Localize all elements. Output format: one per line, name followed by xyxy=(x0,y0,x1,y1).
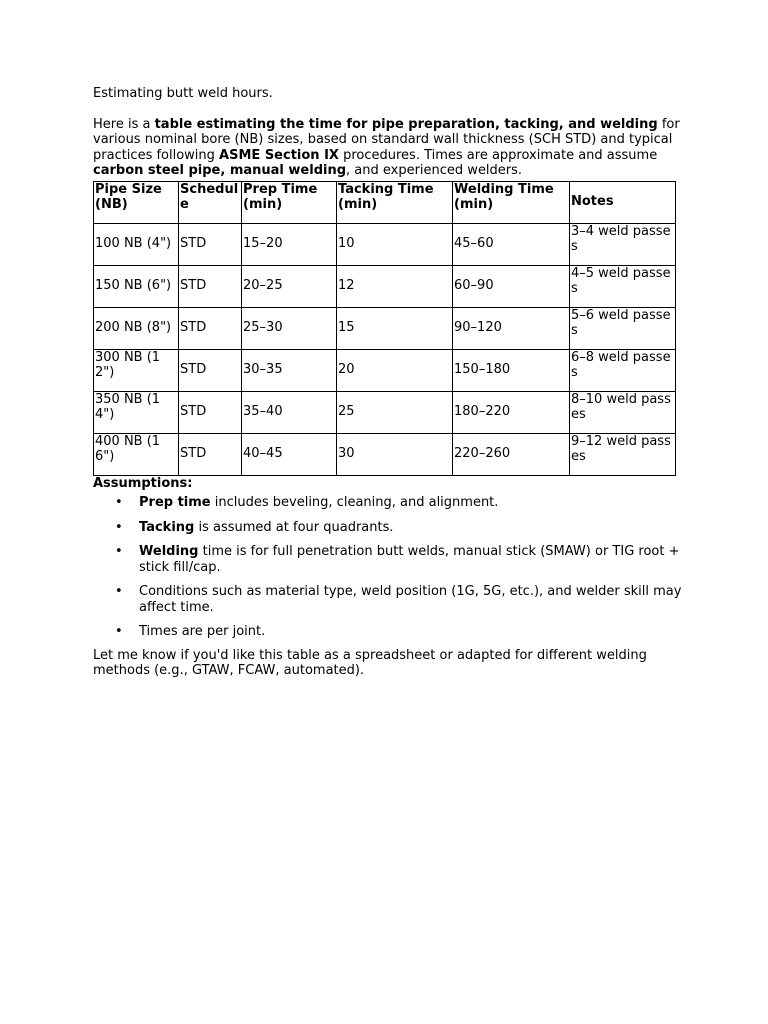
lead-text-4: , and experienced welders. xyxy=(346,163,523,178)
list-item xyxy=(139,520,683,536)
item-text: is assumed at four quadrants. xyxy=(194,519,394,535)
closing-paragraph: Let me know if you'd like this table as a spreadsheet or adapted for different welding methods (e.g., GTAW, FCAW, automated). xyxy=(93,647,647,678)
cell-welding-time: 60–90 xyxy=(453,265,570,307)
cell-notes: 8–10 weld passes xyxy=(570,391,676,433)
table-row xyxy=(94,223,676,265)
cell-prep-time: 20–25 xyxy=(242,265,337,307)
cell-welding-time: 150–180 xyxy=(453,349,570,391)
cell-welding-time: 220–260 xyxy=(453,433,570,475)
cell-prep-time: 40–45 xyxy=(242,433,337,475)
cell-welding-time: 90–120 xyxy=(453,307,570,349)
cell-tacking-time: 30 xyxy=(337,433,453,475)
cell-prep-time: 15–20 xyxy=(242,223,337,265)
cell-notes: 5–6 weld passes xyxy=(570,307,676,349)
cell-tacking-time: 20 xyxy=(337,349,453,391)
header-prep-time: Prep Time (min) xyxy=(242,181,337,223)
cell-schedule: STD xyxy=(179,349,242,391)
cell-tacking-time: 12 xyxy=(337,265,453,307)
table-row xyxy=(94,433,676,475)
item-text: time is for full penetration butt welds, manual stick (SMAW) or TIG root + stick fill/cap. xyxy=(139,544,680,575)
document-body xyxy=(93,86,683,679)
item-text: includes beveling, cleaning, and alignment. xyxy=(210,495,499,510)
cell-pipe-size: 150 NB (6") xyxy=(94,265,179,307)
cell-welding-time: 180–220 xyxy=(453,391,570,433)
cell-prep-time: 25–30 xyxy=(242,307,337,349)
lead-bold-2: ASME Section IX xyxy=(219,147,339,163)
cell-notes: 3–4 weld passes xyxy=(570,223,676,265)
cell-welding-time: 45–60 xyxy=(453,223,570,265)
cell-tacking-time: 15 xyxy=(337,307,453,349)
lead-paragraph xyxy=(93,117,683,179)
assumptions-heading: Assumptions: xyxy=(93,475,193,491)
table-row xyxy=(94,307,676,349)
item-bold: Welding xyxy=(139,544,199,559)
table-row xyxy=(94,265,676,307)
header-welding-time: Welding Time (min) xyxy=(453,181,570,223)
cell-notes: 9–12 weld passes xyxy=(570,433,676,475)
lead-text-3: procedures. Times are approximate and assume xyxy=(338,147,658,163)
list-item xyxy=(139,495,683,511)
lead-bold-1: table estimating the time for pipe preparation, tacking, and welding xyxy=(154,116,658,132)
cell-schedule: STD xyxy=(179,433,242,475)
table-header-row xyxy=(94,181,676,223)
header-pipe-size: Pipe Size (NB) xyxy=(94,181,179,223)
cell-pipe-size: 350 NB (14") xyxy=(94,391,179,433)
cell-schedule: STD xyxy=(179,391,242,433)
lead-text-2: for various nominal bore (NB) sizes, based on standard wall thickness (SCH STD) and typical practices following xyxy=(93,116,680,163)
assumptions-list xyxy=(93,495,683,640)
list-item xyxy=(139,544,683,575)
table-row xyxy=(94,391,676,433)
cell-schedule: STD xyxy=(179,223,242,265)
table-row xyxy=(94,349,676,391)
lead-bold-3: carbon steel pipe, manual welding xyxy=(93,163,347,178)
header-schedule: Schedule xyxy=(179,181,242,223)
cell-notes: 4–5 weld passes xyxy=(570,265,676,307)
lead-text-1: Here is a xyxy=(93,116,155,132)
cell-notes: 6–8 weld passes xyxy=(570,349,676,391)
cell-schedule: STD xyxy=(179,307,242,349)
cell-tacking-time: 10 xyxy=(337,223,453,265)
cell-schedule: STD xyxy=(179,265,242,307)
list-item xyxy=(139,584,683,615)
cell-tacking-time: 25 xyxy=(337,391,453,433)
item-text: Conditions such as material type, weld position (1G, 5G, etc.), and welder skill may affect time. xyxy=(139,584,682,615)
list-item xyxy=(139,624,683,640)
cell-prep-time: 35–40 xyxy=(242,391,337,433)
cell-prep-time: 30–35 xyxy=(242,349,337,391)
cell-pipe-size: 300 NB (12") xyxy=(94,349,179,391)
header-notes: Notes xyxy=(570,181,676,223)
cell-pipe-size: 400 NB (16") xyxy=(94,433,179,475)
weld-time-table xyxy=(93,181,676,476)
cell-pipe-size: 100 NB (4") xyxy=(94,223,179,265)
item-bold: Tacking xyxy=(139,519,195,535)
header-tacking-time: Tacking Time (min) xyxy=(337,181,453,223)
cell-pipe-size: 200 NB (8") xyxy=(94,307,179,349)
intro-line: Estimating butt weld hours. xyxy=(93,86,273,101)
item-text: Times are per joint. xyxy=(139,624,266,639)
item-bold: Prep time xyxy=(139,495,211,510)
